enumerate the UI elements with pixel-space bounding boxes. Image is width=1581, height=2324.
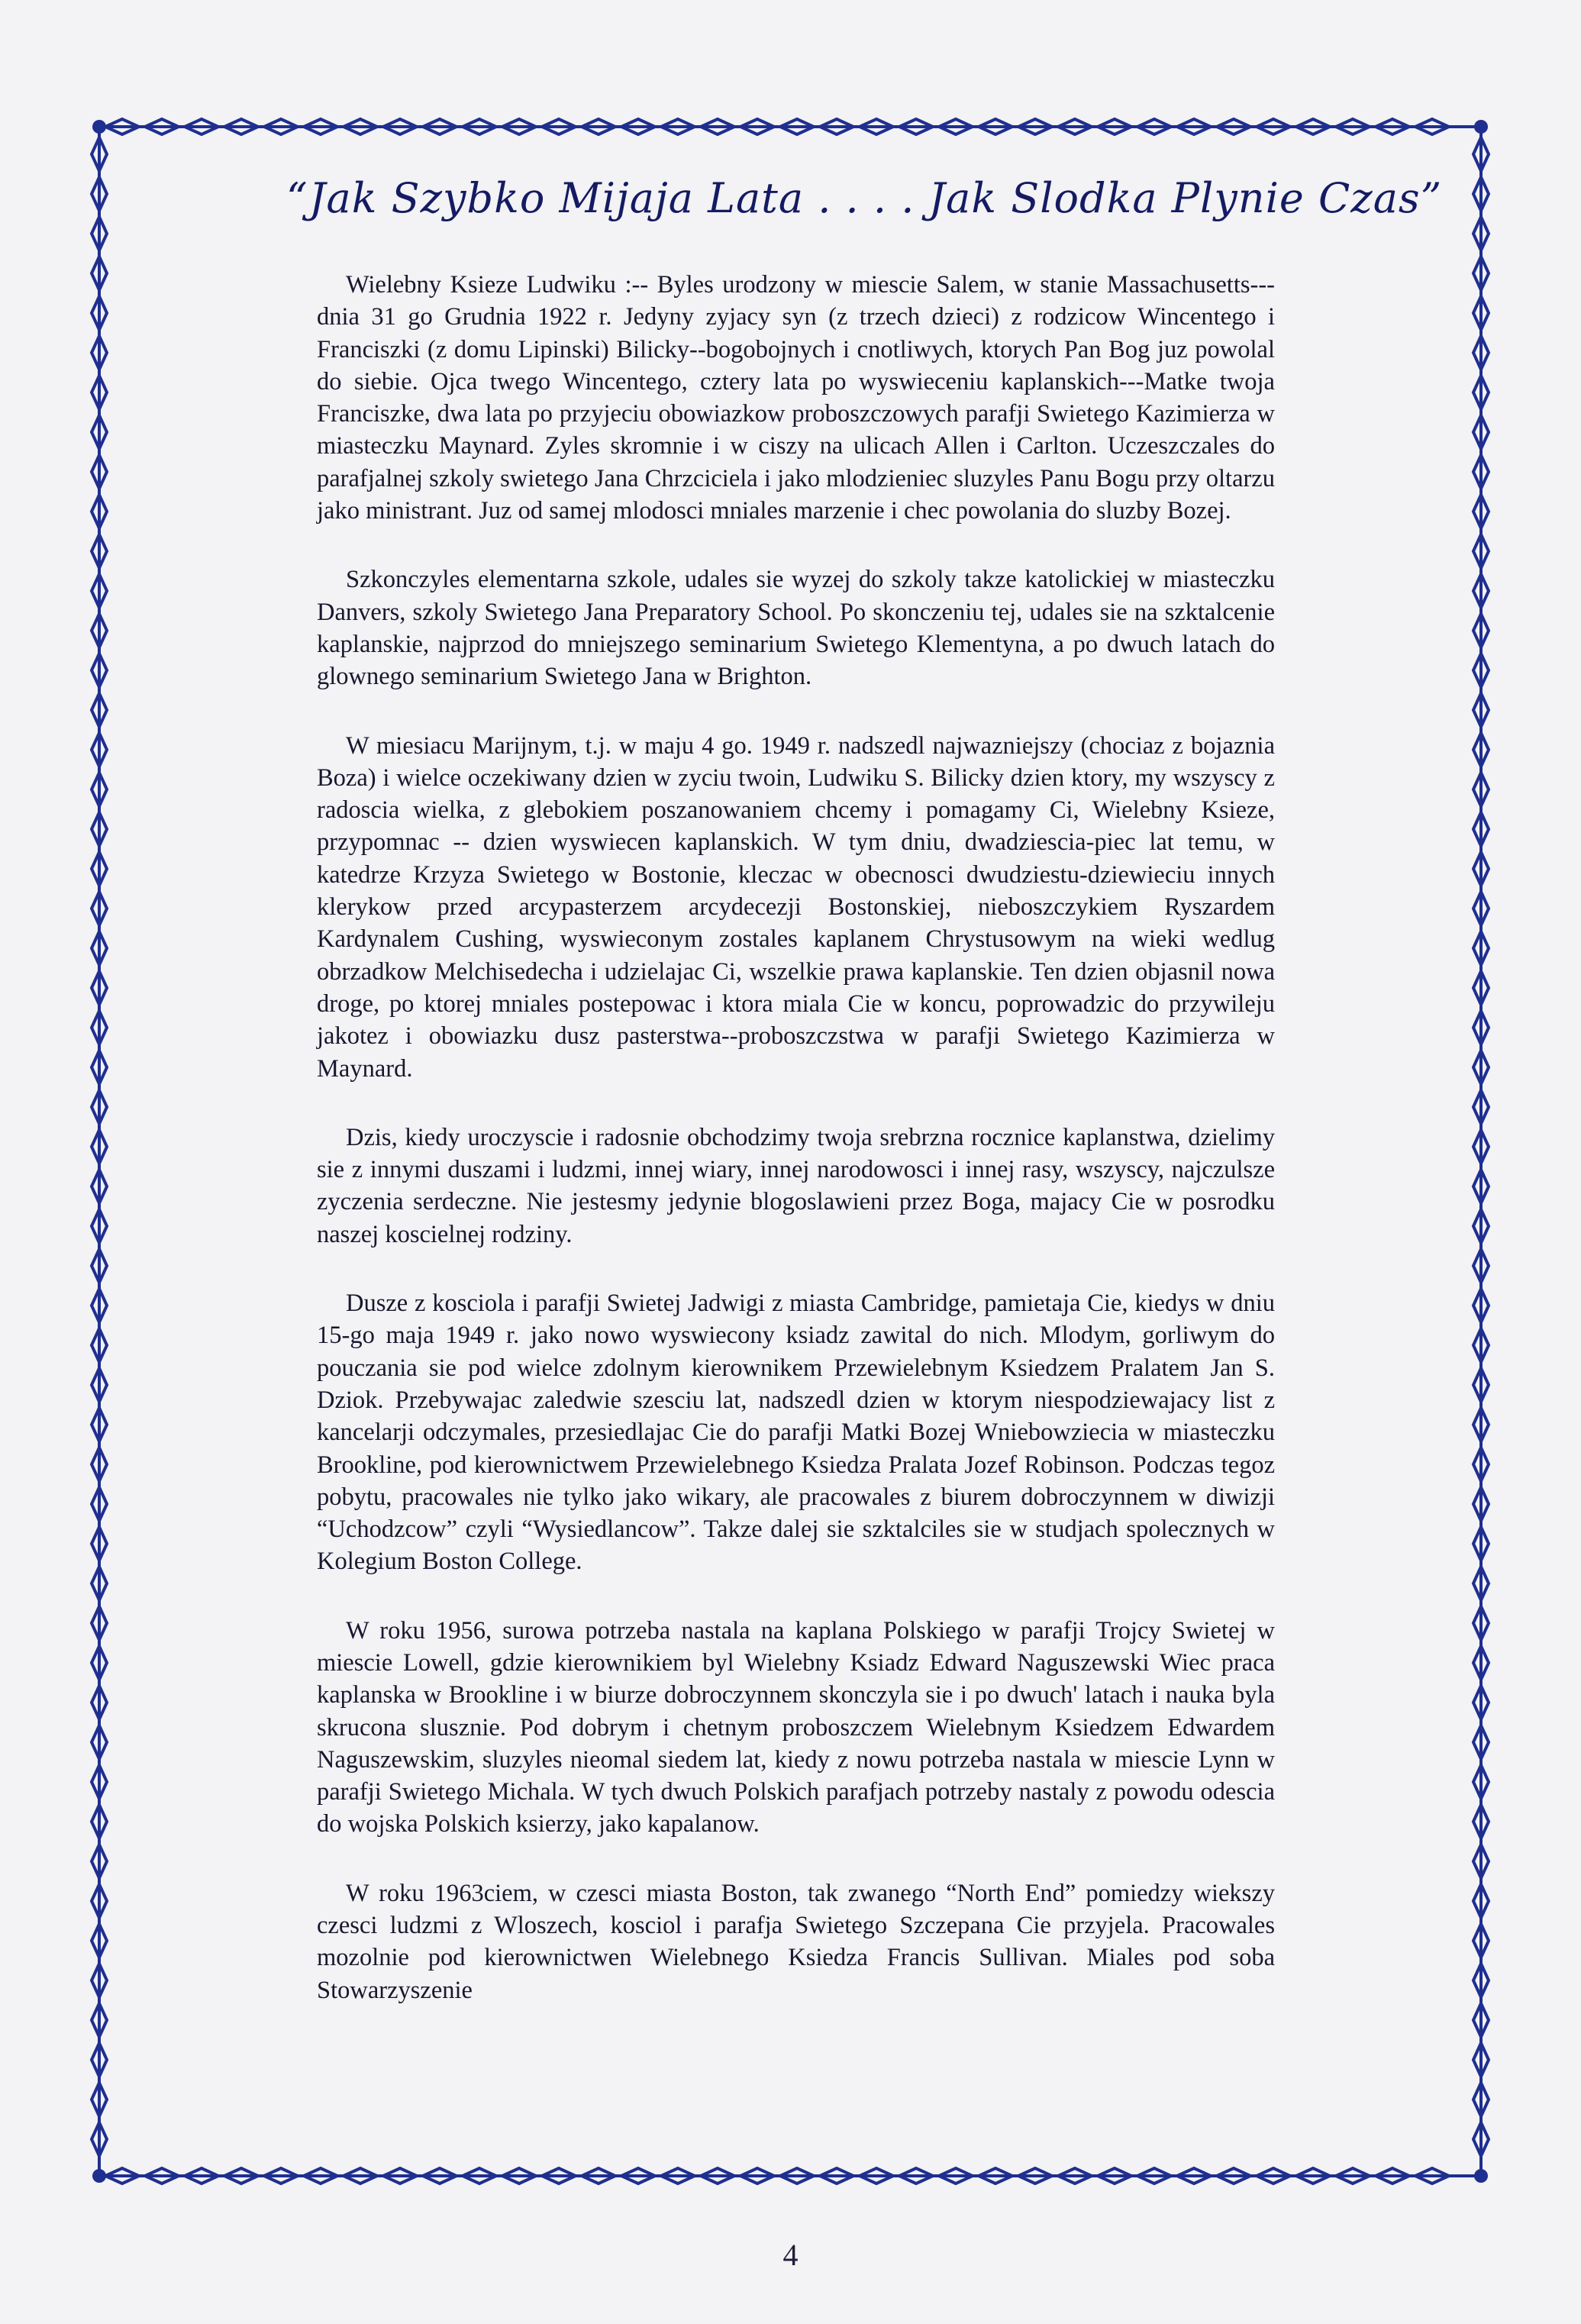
page-title: “Jak Szybko Mijaja Lata . . . . Jak Slodka Plynie Czas” bbox=[286, 174, 1443, 222]
border-corner-dot bbox=[1474, 120, 1488, 134]
paragraph-5: Dusze z kosciola i parafji Swietej Jadwigi z miasta Cambridge, pamietaja Cie, kiedys w dniu 15-go maja 1949 r. jako nowo wyswiecony ksiadz zawital do nich. Mlodym, gorliwym do pouczania sie pod wielce zdolnym kierownikem Przewielebnym Ksiedzem Pralatem Jan S. Dziok. Przebywajac zaledwie szesciu lat, nadszedl dzien w ktorym niespodziewajacy list z kancelarji odczymales, przesiedlajac Cie do parafji Matki Bozej Wniebowziecia w miasteczku Brookline, pod kierownictwem Przewielebnego Ksiedza Pralata Jozef Robinson. Podczas tegoz pobytu, pracowales nie tylko jako wikary, ale pracowales z biurem dobroczynnem w diwizji “Uchodzcow” czyli “Wysiedlancow”. Takze dalej sie szktalciles sie w studjach spolecznych w Kolegium Boston College. bbox=[317, 1289, 1275, 1576]
paragraph-1: Wielebny Ksieze Ludwiku :-- Byles urodzony w miescie Salem, w stanie Massachusetts---dnia 31 go Grudnia 1922 r. Jedyny zyjacy syn (z trzech dzieci) z rodzicow Wincentego i Franciszki (z domu Lipinski) Bilicky--bogobojnych i cnotliwych, ktorych Pan Bog juz powolal do siebie. Ojca twego Wincentego, cztery lata po wyswieceniu kaplanskich---Matke twoja Franciszke, dwa lata po przyjeciu obowiazkow proboszczowych parafji Swietego Kazimierza w miasteczku Maynard. Zyles skromnie i w ciszy na ulicach Allen i Carlton. Uczeszczales do parafjalnej szkoly swietego Jana Chrzciciela i jako mlodzieniec sluzyles Panu Bogu przy oltarzu jako ministrant. Juz od samej mlodosci mniales marzenie i chec powolania do sluzby Bozej. bbox=[317, 271, 1275, 525]
paragraph-6: W roku 1956, surowa potrzeba nastala na kaplana Polskiego w parafji Trojcy Swietej w miescie Lowell, gdzie kierownikiem byl Wielebny Ksiadz Edward Naguszewski Wiec praca kaplanska w Brookline i w biurze dobroczynnem skonczyla sie i po dwuch' latach i nauka byla skrucona slusznie. Pod dobrym i chetnym proboszczem Wielebnym Ksiedzem Edwardem Naguszewskim, sluzyles nieomal siedem lat, kiedy z nowu potrzeba nastala w miescie Lynn w parafji Swietego Michala. W tych dwuch Polskich parafjach potrzeby nastaly z powodu odescia do wojska Polskich ksierzy, jako kapalanow. bbox=[317, 1616, 1275, 1838]
paragraph-4: Dzis, kiedy uroczyscie i radosnie obchodzimy twoja srebrzna rocznice kaplanstwa, dzielimy sie z innymi duszami i ludzmi, innej wiary, innej narodowosci i innej rasy, wszyscy, najczulsze zyczenia serdeczne. Nie jestesmy jedynie blogoslawieni przez Boga, majacy Cie w posrodku naszej koscielnej rodziny. bbox=[317, 1123, 1275, 1248]
paragraph-2: Szkonczyles elementarna szkole, udales sie wyzej do szkoly takze katolickiej w miasteczku Danvers, szkoly Swietego Jana Preparatory School. Po skonczeniu tej, udales sie na szktalcenie kaplanskie, najprzod do mniejszego seminarium Swietego Klementyna, a po dwuch latach do glownego seminarium Swietego Jana w Brighton. bbox=[317, 566, 1275, 691]
border-corner-dot bbox=[92, 2169, 106, 2183]
paragraph-7: W roku 1963ciem, w czesci miasta Boston, tak zwanego “North End” pomiedzy wiekszy czesci ludzmi z Wloszech, kosciol i parafja Swietego Szczepana Cie przyjela. Pracowales mozolnie pod kierownictwen Wielebnego Ksiedza Francis Sullivan. Miales pod soba Stowarzyszenie bbox=[317, 1879, 1275, 2004]
border-corner-dot bbox=[1474, 2169, 1488, 2183]
page-number: 4 bbox=[782, 2238, 799, 2272]
border-corner-dot bbox=[92, 120, 106, 134]
paragraph-3: W miesiacu Marijnym, t.j. w maju 4 go. 1949 r. nadszedl najwazniejszy (chociaz z bojaznia Boza) i wielce oczekiwany dzien w zyciu twoin, Ludwiku S. Bilicky dzien ktory, my wszyscy z radoscia wielka, z glebokiem poszanowaniem chcemy i pomagamy Ci, Wielebny Ksieze, przypomnac -- dzien wyswiecen kaplanskich. W tym dniu, dwadziescia-piec lat temu, w katedrze Krzyza Swietego w Bostonie, kleczac w obecnosci dwudziestu-dziewieciu innych klerykow przed arcypasterzem arcydecezji Bostonskiej, nieboszczykiem Ryszardem Kardynalem Cushing, wyswieconym zostales kaplanem Chrystusowym na wieki wedlug obrzadkow Melchisedecha i udzielajac Ci, wszelkie prawa kaplanskie. Ten dzien objasnil nowa droge, po ktorej mniales postepowac i ktora miala Cie w koncu, poprowadzic do przywileju jakotez i obowiazku dusz pasterstwa--proboszczstwa w parafji Swietego Kazimierza w Maynard. bbox=[317, 731, 1275, 1083]
page-content bbox=[286, 174, 1443, 2083]
